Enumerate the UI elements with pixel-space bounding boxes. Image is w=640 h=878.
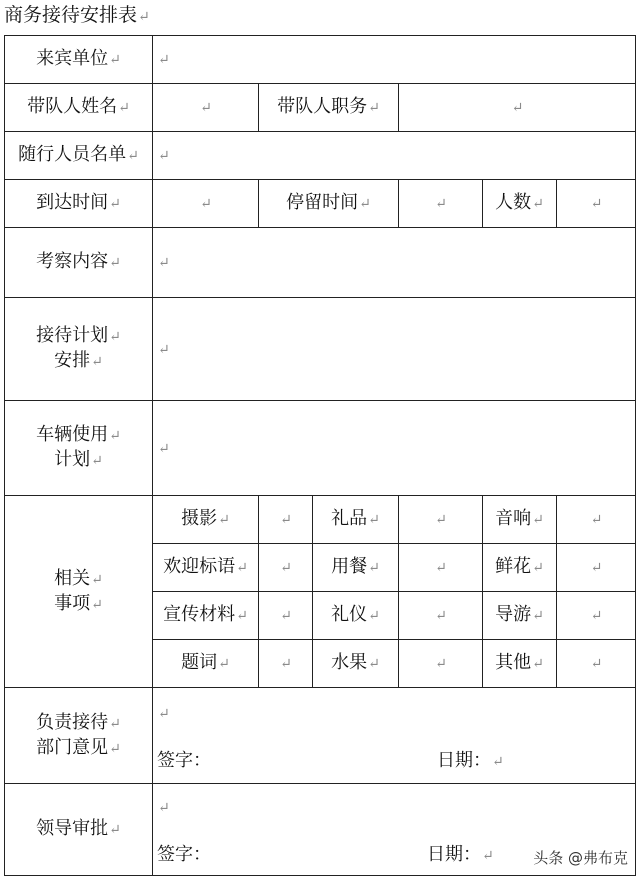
related-item-gifts: 礼品↵	[313, 496, 399, 544]
related-value-inscription[interactable]: ↵	[259, 640, 313, 688]
leader-title-field[interactable]: ↵	[399, 84, 636, 132]
related-label: 相关↵ 事项↵	[5, 496, 153, 688]
related-item-guide: 导游↵	[483, 592, 557, 640]
related-value-flowers[interactable]: ↵	[557, 544, 636, 592]
document-title	[4, 2, 150, 30]
leader-approval-field[interactable]: ↵ 签字： 日期：↵	[153, 784, 636, 876]
leader-approval-label: 领导审批↵	[5, 784, 153, 876]
row-arrival	[5, 180, 636, 228]
related-value-dining[interactable]: ↵	[399, 544, 483, 592]
leader-title-label: 带队人职务↵	[259, 84, 399, 132]
plan-label: 接待计划↵ 安排↵	[5, 298, 153, 401]
watermark: 头条 @弗布克	[533, 849, 628, 867]
related-item-promo-materials: 宣传材料↵	[153, 592, 259, 640]
companions-field[interactable]: ↵	[153, 132, 636, 180]
related-item-dining: 用餐↵	[313, 544, 399, 592]
stay-time-field[interactable]: ↵	[399, 180, 483, 228]
related-value-other[interactable]: ↵	[557, 640, 636, 688]
vehicle-label: 车辆使用↵ 计划↵	[5, 401, 153, 496]
related-value-guide[interactable]: ↵	[557, 592, 636, 640]
row-vehicle	[5, 401, 636, 496]
department-date-label: 日期：↵	[437, 749, 504, 771]
row-inspection	[5, 228, 636, 298]
related-value-photography[interactable]: ↵	[259, 496, 313, 544]
department-sign-label: 签字：	[157, 749, 211, 771]
row-department-opinion	[5, 688, 636, 784]
companions-label: 随行人员名单↵	[5, 132, 153, 180]
related-item-flowers: 鲜花↵	[483, 544, 557, 592]
row-visitor-unit	[5, 36, 636, 84]
related-item-fruit: 水果↵	[313, 640, 399, 688]
document-title-text: 商务接待安排表	[4, 4, 138, 26]
related-value-fruit[interactable]: ↵	[399, 640, 483, 688]
related-value-audio[interactable]: ↵	[557, 496, 636, 544]
related-item-other: 其他↵	[483, 640, 557, 688]
approval-sign-label: 签字：	[157, 843, 211, 865]
plan-field[interactable]: ↵	[153, 298, 636, 401]
row-companions	[5, 132, 636, 180]
leader-name-field[interactable]: ↵	[153, 84, 259, 132]
arrival-time-field[interactable]: ↵	[153, 180, 259, 228]
approval-date-label: 日期：↵	[427, 843, 494, 865]
row-leader	[5, 84, 636, 132]
related-value-gifts[interactable]: ↵	[399, 496, 483, 544]
visitor-unit-field[interactable]: ↵	[153, 36, 636, 84]
related-value-welcome-banner[interactable]: ↵	[259, 544, 313, 592]
stay-time-label: 停留时间↵	[259, 180, 399, 228]
people-count-field[interactable]: ↵	[557, 180, 636, 228]
related-value-etiquette[interactable]: ↵	[399, 592, 483, 640]
paragraph-mark: ↵	[138, 9, 150, 25]
related-item-audio: 音响↵	[483, 496, 557, 544]
inspection-field[interactable]: ↵	[153, 228, 636, 298]
row-related-1	[5, 496, 636, 544]
department-opinion-label: 负责接待↵ 部门意见↵	[5, 688, 153, 784]
people-count-label: 人数↵	[483, 180, 557, 228]
leader-name-label: 带队人姓名↵	[5, 84, 153, 132]
related-item-welcome-banner: 欢迎标语↵	[153, 544, 259, 592]
visitor-unit-label: 来宾单位↵	[5, 36, 153, 84]
reception-form-table	[4, 35, 636, 876]
related-item-photography: 摄影↵	[153, 496, 259, 544]
row-plan	[5, 298, 636, 401]
related-item-inscription: 题词↵	[153, 640, 259, 688]
department-opinion-field[interactable]: ↵ 签字： 日期：↵	[153, 688, 636, 784]
related-item-etiquette: 礼仪↵	[313, 592, 399, 640]
inspection-label: 考察内容↵	[5, 228, 153, 298]
vehicle-field[interactable]: ↵	[153, 401, 636, 496]
related-value-promo-materials[interactable]: ↵	[259, 592, 313, 640]
arrival-time-label: 到达时间↵	[5, 180, 153, 228]
